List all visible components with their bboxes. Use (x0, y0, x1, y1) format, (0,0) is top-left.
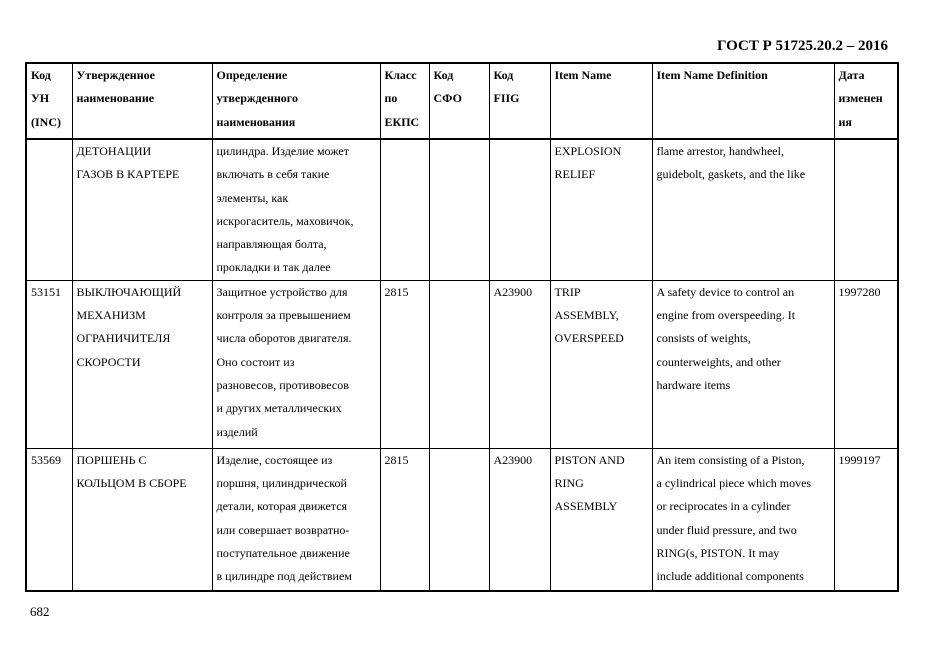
cell-inc: 53569 (26, 448, 72, 591)
item-names-table (25, 62, 899, 592)
cell-item-name: PISTON AND RING ASSEMBLY (550, 448, 652, 591)
cell-sfo (429, 139, 489, 280)
cell-fiig: A23900 (489, 280, 550, 448)
cell-approved-name: ДЕТОНАЦИИ ГАЗОВ В КАРТЕРЕ (72, 139, 212, 280)
col-header-approved-name: Утвержденное наименование (72, 63, 212, 139)
cell-class: 2815 (380, 448, 429, 591)
cell-inc (26, 139, 72, 280)
page-number: 682 (30, 604, 50, 619)
cell-item-name: EXPLOSION RELIEF (550, 139, 652, 280)
cell-date: 1997280 (834, 280, 898, 448)
col-header-fiig: Код FIIG (489, 63, 550, 139)
cell-item-definition: A safety device to control an engine from overspeeding. It consists of weights, counterweights, and other hardware items (652, 280, 834, 448)
cell-class: 2815 (380, 280, 429, 448)
cell-approved-name: ПОРШЕНЬ С КОЛЬЦОМ В СБОРЕ (72, 448, 212, 591)
col-header-sfo: Код СФО (429, 63, 489, 139)
cell-class (380, 139, 429, 280)
table-row (26, 280, 898, 448)
col-header-definition: Определение утвержденного наименования (212, 63, 380, 139)
cell-item-name: TRIP ASSEMBLY, OVERSPEED (550, 280, 652, 448)
col-header-date: Дата изменен ия (834, 63, 898, 139)
cell-definition: цилиндра. Изделие может включать в себя такие элементы, как искрогаситель, маховичок, направляющая болта, прокладки и так далее (212, 139, 380, 280)
col-header-item-name: Item Name (550, 63, 652, 139)
col-header-inc: Код УН (INC) (26, 63, 72, 139)
cell-date (834, 139, 898, 280)
cell-sfo (429, 448, 489, 591)
cell-approved-name: ВЫКЛЮЧАЮЩИЙ МЕХАНИЗМ ОГРАНИЧИТЕЛЯ СКОРОСТИ (72, 280, 212, 448)
cell-fiig: A23900 (489, 448, 550, 591)
table-row (26, 139, 898, 280)
col-header-item-definition: Item Name Definition (652, 63, 834, 139)
cell-definition: Изделие, состоящее из поршня, цилиндрической детали, которая движется или совершает возвратно- поступательное движение в цилиндре под действием (212, 448, 380, 591)
cell-inc: 53151 (26, 280, 72, 448)
col-header-class: Класс по ЕКПС (380, 63, 429, 139)
cell-item-definition: flame arrestor, handwheel, guidebolt, gaskets, and the like (652, 139, 834, 280)
table-row (26, 448, 898, 591)
cell-sfo (429, 280, 489, 448)
cell-definition: Защитное устройство для контроля за превышением числа оборотов двигателя. Оно состоит из разновесов, противовесов и других металлических изделий (212, 280, 380, 448)
document-title: ГОСТ Р 51725.20.2 – 2016 (716, 38, 888, 54)
cell-date: 1999197 (834, 448, 898, 591)
cell-fiig (489, 139, 550, 280)
cell-item-definition: An item consisting of a Piston, a cylindrical piece which moves or reciprocates in a cylinder under fluid pressure, and two RING(s, PISTON. It may include additional components (652, 448, 834, 591)
table-header-row (26, 63, 898, 139)
